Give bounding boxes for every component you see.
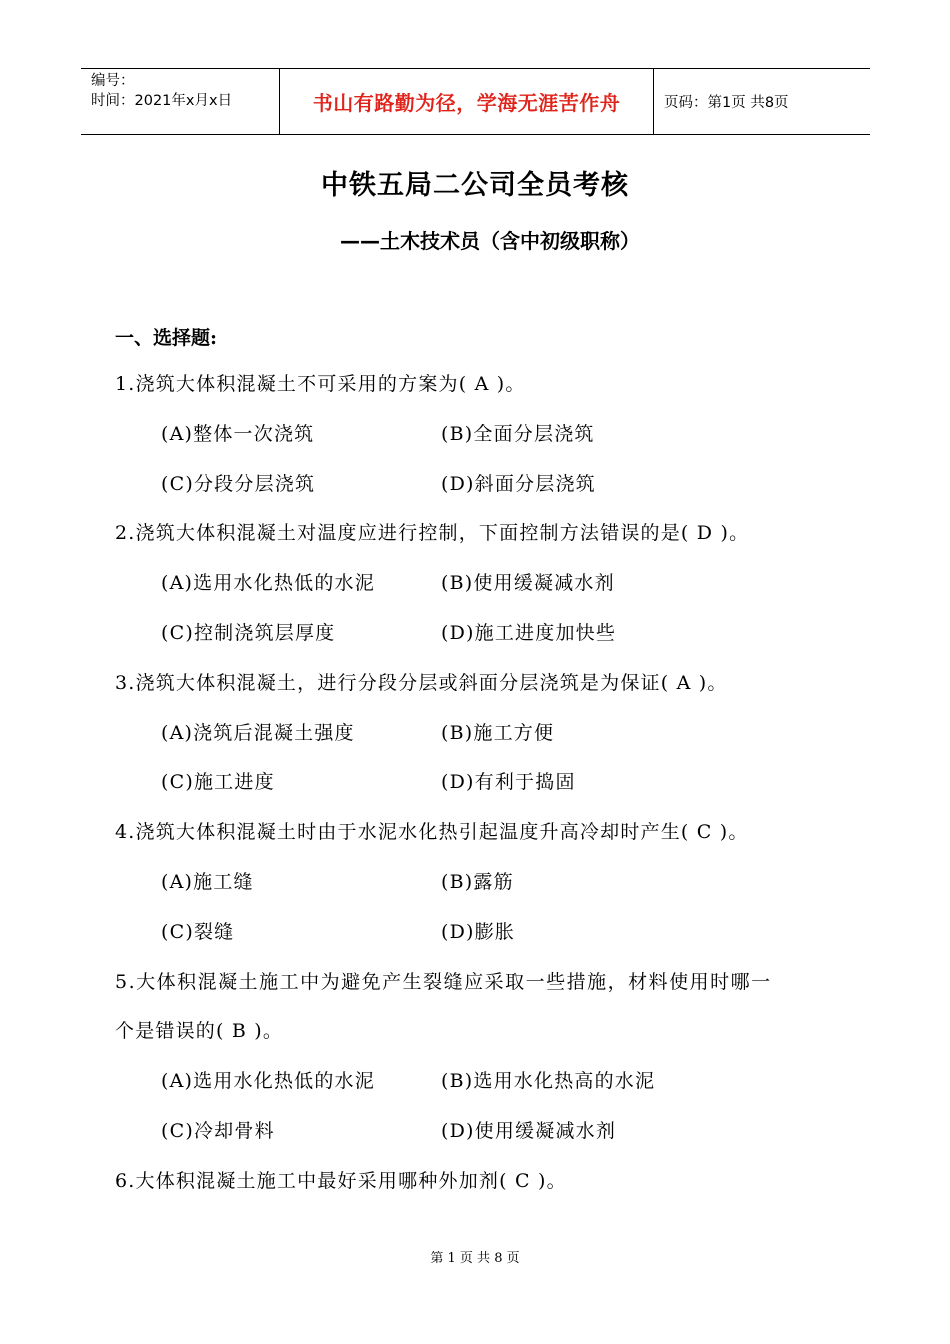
header-table: [81, 68, 870, 135]
option-b: (B)施工方便: [441, 721, 555, 744]
options-row: [115, 858, 835, 908]
option-c: (C)施工进度: [161, 771, 275, 794]
document-title: 中铁五局二公司全员考核: [321, 170, 629, 201]
option-a: (A)选用水化热低的水泥: [161, 1070, 375, 1093]
options-row: [115, 609, 835, 659]
options-row: [115, 908, 835, 958]
header-motto: 书山有路勤为径，学海无涯苦作舟: [280, 69, 654, 134]
options-row: [115, 559, 835, 609]
options-row: [115, 460, 835, 510]
option-b: (B)露筋: [441, 870, 514, 893]
question-list: [115, 360, 835, 1207]
option-b: (B)全面分层浇筑: [441, 422, 595, 445]
section-title: 一、选择题:: [115, 327, 218, 349]
question-1: 1.浇筑大体积混凝土不可采用的方案为( A )。: [115, 373, 526, 395]
option-d: (D)施工进度加快些: [441, 621, 617, 644]
option-d: (D)斜面分层浇筑: [441, 472, 596, 495]
option-a: (A)整体一次浇筑: [161, 422, 315, 445]
options-row: [115, 709, 835, 759]
option-d: (D)有利于捣固: [441, 771, 576, 794]
document-subtitle: ——土木技术员（含中初级职称）: [340, 229, 640, 253]
options-row: [115, 1107, 835, 1157]
option-c: (C)控制浇筑层厚度: [161, 621, 336, 644]
options-row: [115, 758, 835, 808]
question-3: 3.浇筑大体积混凝土，进行分段分层或斜面分层浇筑是为保证( A )。: [115, 671, 728, 694]
page-footer: 第 1 页 共 8 页: [430, 1251, 520, 1266]
question-5-line-2: 个是错误的( B )。: [115, 1020, 284, 1043]
question-2: 2.浇筑大体积混凝土对温度应进行控制，下面控制方法错误的是( D )。: [115, 522, 750, 545]
option-d: (D)膨胀: [441, 920, 516, 943]
question-4: 4.浇筑大体积混凝土时由于水泥水化热引起温度升高冷却时产生( C )。: [115, 821, 749, 844]
option-c: (C)分段分层浇筑: [161, 472, 316, 495]
option-a: (A)浇筑后混凝土强度: [161, 721, 355, 744]
option-d: (D)使用缓凝减水剂: [441, 1119, 617, 1142]
header-meta-cell: [81, 69, 280, 134]
option-a: (A)选用水化热低的水泥: [161, 572, 375, 595]
options-row: [115, 1057, 835, 1107]
option-a: (A)施工缝: [161, 870, 254, 893]
question-6: 6.大体积混凝土施工中最好采用哪种外加剂( C )。: [115, 1169, 567, 1192]
option-c: (C)裂缝: [161, 920, 235, 943]
document-time-label: 时间：2021年x月x日: [91, 93, 233, 109]
question-5-line-1: 5.大体积混凝土施工中为避免产生裂缝应采取一些措施，材料使用时哪一: [115, 970, 772, 993]
header-page-label: 页码：第1页 共8页: [664, 95, 789, 111]
option-b: (B)使用缓凝减水剂: [441, 572, 615, 595]
options-row: [115, 410, 835, 460]
option-b: (B)选用水化热高的水泥: [441, 1070, 656, 1093]
option-c: (C)冷却骨料: [161, 1119, 275, 1142]
document-number-label: 编号：: [91, 73, 135, 89]
